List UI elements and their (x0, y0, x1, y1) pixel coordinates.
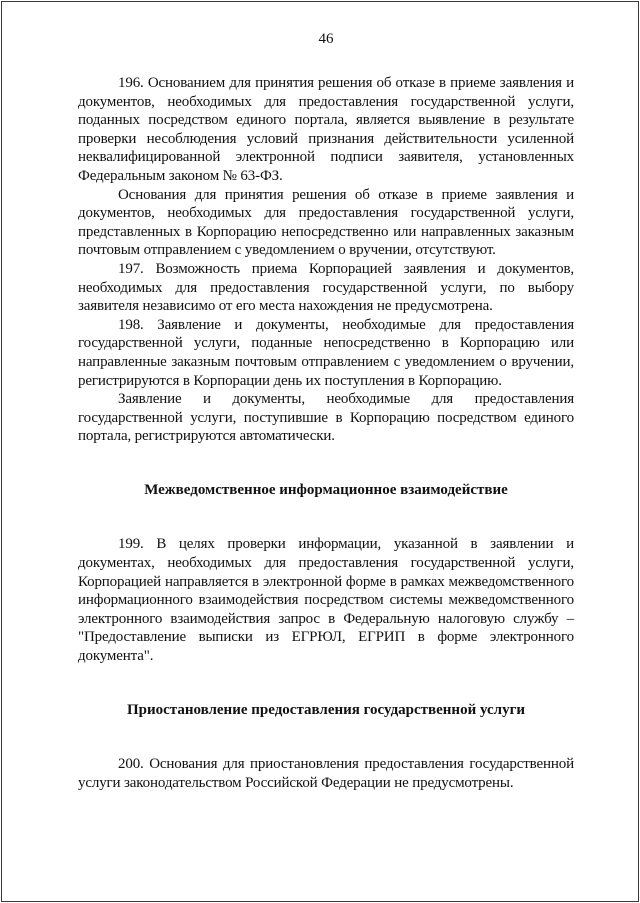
paragraph-200: 200. Основания для приостановления предоставления государственной услуги законодательством Российской Федерации не предусмотрены. (78, 756, 574, 791)
paragraph-196-grounds: Основания для принятия решения об отказе в приеме заявления и документов, необходимых для предоставления государственной услуги, представленных в Корпорацию непосредственно или направленных заказным почтовым отправлением с уведомлением о вручении, отсутствуют. (78, 186, 574, 259)
paragraph-198-portal: Заявление и документы, необходимые для предоставления государственной услуги, поступившие в Корпорацию посредством единого портала, регистрируются автоматически. (78, 391, 574, 445)
page-number: 46 (318, 31, 334, 47)
section-heading-suspension: Приостановление предоставления государственной услуги (126, 701, 526, 718)
paragraph-196: 196. Основанием для принятия решения об отказе в приеме заявления и документов, необходимых для предоставления государственной услуги, поданных посредством единого портала, является выявление в результате проверки несоблюдения условий признания действительности усиленной неквалифицированной электронной подписи заявителя, установленных Федеральным законом № 63-ФЗ. (78, 75, 574, 184)
document-body (78, 74, 574, 792)
paragraph-199: 199. В целях проверки информации, указанной в заявлении и документах, необходимых для предоставления государственной услуги, Корпорацией направляется в электронной форме в рамках межведомственного информационного взаимодействия посредством системы межведомственного электронного взаимодействия запрос в Федеральную налоговую службу – "Предоставление выписки из ЕГРЮЛ, ЕГРИП в форме электронного документа". (78, 536, 574, 665)
paragraph-197: 197. Возможность приема Корпорацией заявления и документов, необходимых для предоставления государственной услуги, по выбору заявителя независимо от его места нахождения не предусмотрена. (78, 260, 574, 315)
section-heading-interagency: Межведомственное информационное взаимодействие (144, 481, 508, 498)
paragraph-198: 198. Заявление и документы, необходимые для предоставления государственной услуги, поданные непосредственно в Корпорацию или направленные заказным почтовым отправлением с уведомлением о вручении, регистрируются в Корпорации день их поступления в Корпорацию. (78, 316, 574, 389)
